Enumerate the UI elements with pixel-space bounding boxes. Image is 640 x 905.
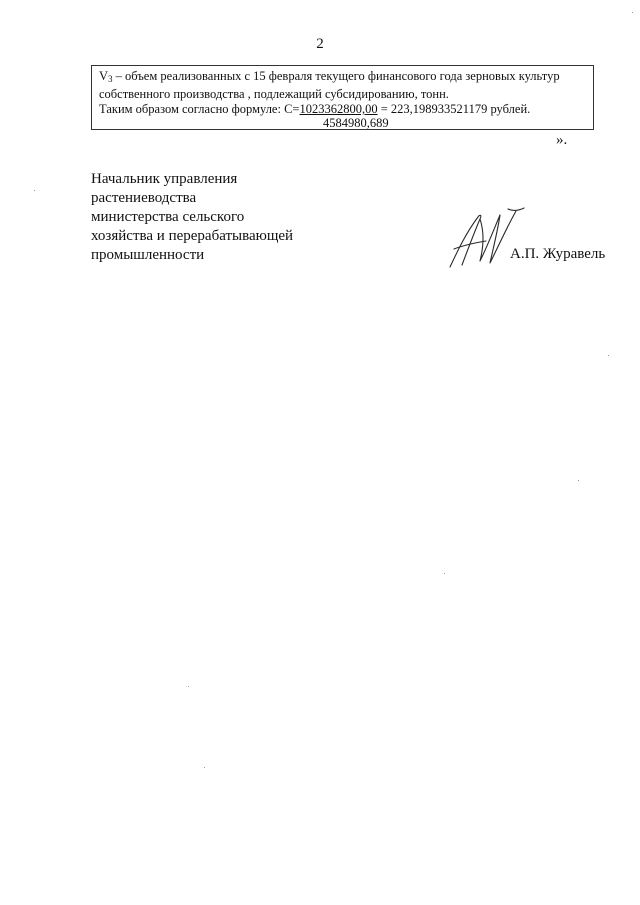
formula-denominator: 4584980,689 bbox=[323, 116, 389, 130]
formula-box bbox=[91, 65, 594, 130]
variable-subscript: 3 bbox=[108, 74, 113, 84]
formula-line-2: собственного производства , подлежащий субсидированию, тонн. bbox=[99, 87, 449, 101]
signatory-title-line: хозяйства и перерабатывающей bbox=[91, 228, 294, 244]
signatory-title-line: министерства сельского bbox=[91, 209, 245, 225]
scan-speck bbox=[204, 767, 205, 768]
signatory-title-line: растениеводства bbox=[91, 190, 197, 206]
signatory-title bbox=[91, 170, 293, 265]
formula-line-3 bbox=[99, 102, 586, 117]
scan-speck bbox=[578, 480, 579, 481]
scan-speck bbox=[632, 12, 633, 13]
closing-quote: ». bbox=[556, 132, 568, 148]
formula-line-1 bbox=[99, 69, 586, 87]
formula-prefix: Таким образом согласно формуле: С= bbox=[99, 102, 300, 116]
formula-result: = 223,198933521179 рублей. bbox=[377, 102, 531, 116]
variable-symbol: V bbox=[99, 69, 109, 83]
variable-description: – объем реализованных с 15 февраля текущего финансового года зерновых культур bbox=[112, 69, 560, 83]
scan-speck bbox=[34, 190, 35, 191]
handwritten-signature bbox=[440, 205, 530, 275]
scan-speck bbox=[188, 686, 189, 687]
signatory-title-line: промышленности bbox=[91, 247, 205, 263]
formula-numerator: 1023362800,00 bbox=[299, 102, 378, 116]
page-number: 2 bbox=[316, 36, 324, 52]
signer-name: А.П. Журавель bbox=[510, 246, 606, 262]
scan-speck bbox=[608, 355, 609, 356]
signatory-title-line: Начальник управления bbox=[91, 171, 238, 187]
scan-speck bbox=[444, 573, 445, 574]
